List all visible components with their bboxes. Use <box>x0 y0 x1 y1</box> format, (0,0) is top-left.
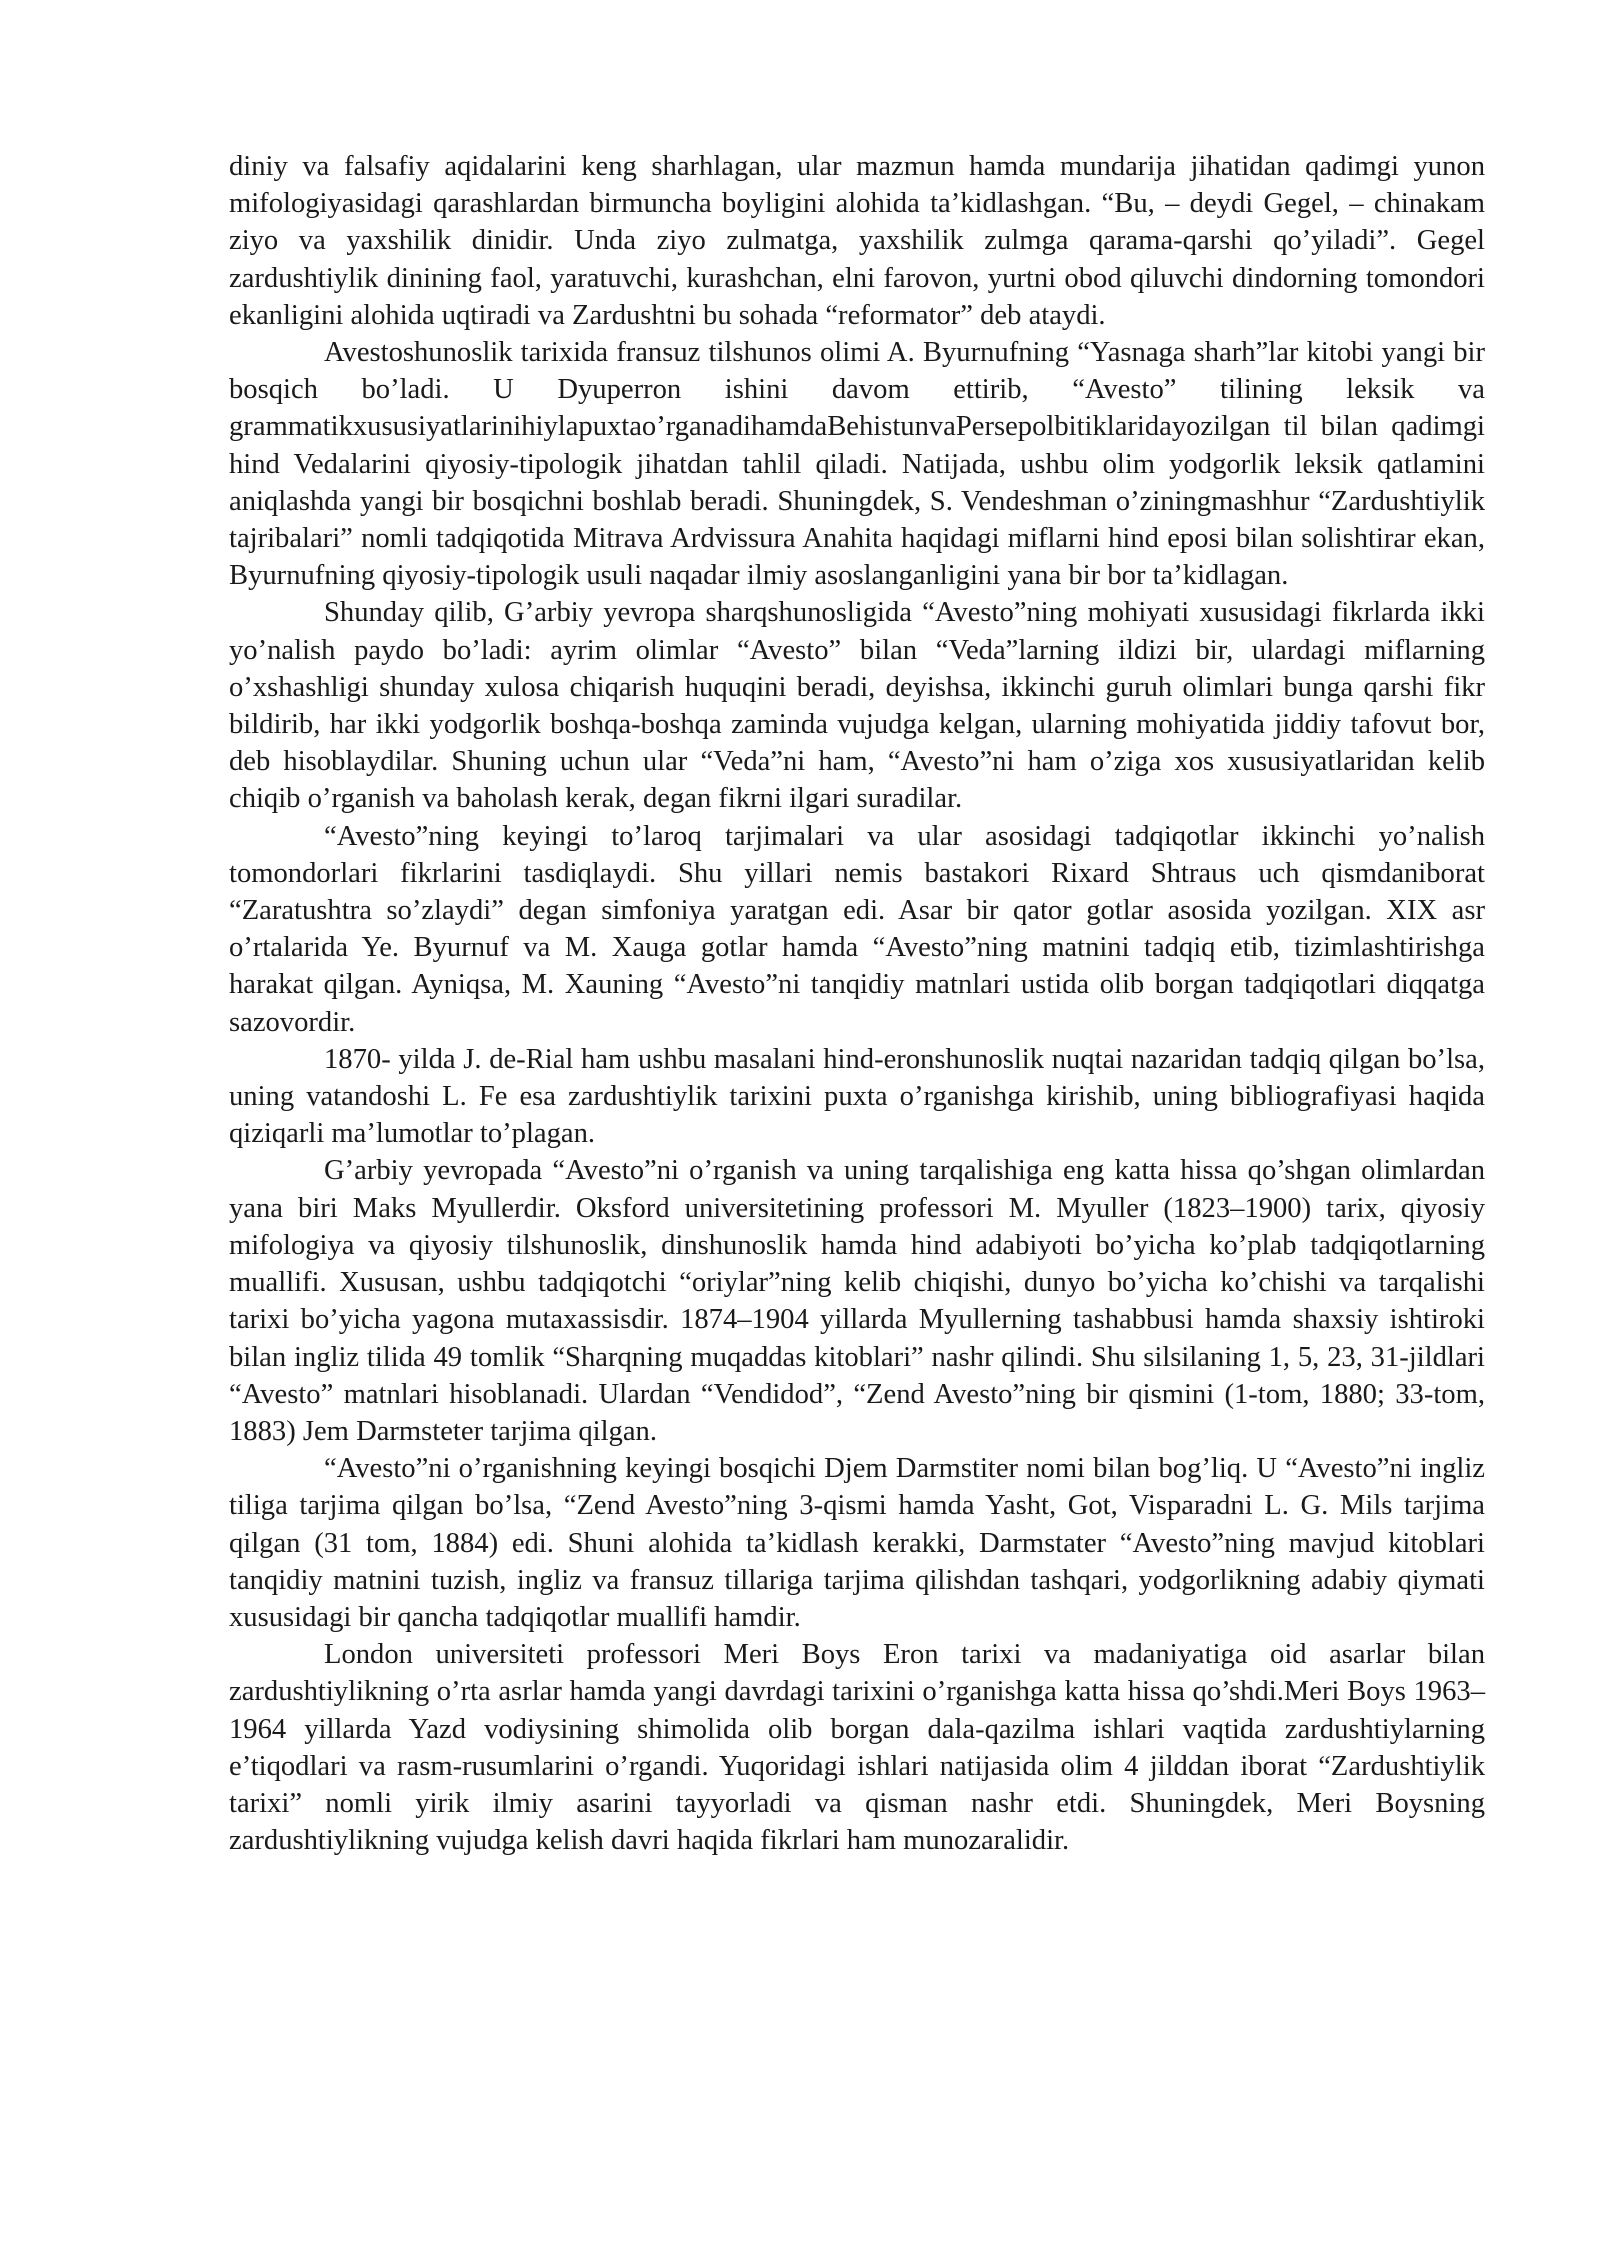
document-page <box>229 148 1485 1859</box>
paragraph-mary-boyce: London universiteti professori Meri Boys Eron tarixi va madaniyatiga oid asarlar bilan zardushtiylikning o’rta asrlar hamda yangi davrdagi tarixini o’rganishga katta hissa qo’shdi.Meri Boys 1963–1964 yillarda Yazd vodiysining shimolida olib borgan dala-qazilma ishlari vaqtida zardushtiylarning e’tiqodlari va rasm-rusumlarini o’rgandi. Yuqoridagi ishlari natijasida olim 4 jilddan iborat “Zardushtiylik tarixi” nomli yirik ilmiy asarini tayyorladi va qisman nashr etdi. Shuningdek, Meri Boysning zardushtiylikning vujudga kelish davri haqida fikrlari ham munozaralidir. <box>229 1639 1485 1857</box>
paragraph-de-rial: 1870- yilda J. de-Rial ham ushbu masalani hind-eronshunoslik nuqtai nazaridan tadqiq qilgan bo’lsa, uning vatandoshi L. Fe esa zardushtiylik tarixini puxta o’rganishga kirishib, uning bibliografiyasi haqida qiziqarli ma’lumotlar to’plagan. <box>229 1043 1485 1150</box>
paragraph-translations: “Avesto”ning keyingi to’laroq tarjimalari va ular asosidagi tadqiqotlar ikkinchi yo’nalish tomondorlari fikrlarini tasdiqlaydi. Shu yillari nemis bastakori Rixard Shtraus uch qismdaniborat “Zaratushtra so’zlaydi” degan simfoniya yaratgan edi. Asar bir qator gotlar asosida yozilgan. XIX asr o’rtalarida Ye. Byurnuf va M. Xauga gotlar hamda “Avesto”ning matnini tadqiq etib, tizimlashtirishga harakat qilgan. Ayniqsa, M. Xauning “Avesto”ni tanqidiy matnlari ustida olib borgan tadqiqotlari diqqatga sazovordir. <box>229 820 1485 1038</box>
paragraph-darmesteter: “Avesto”ni o’rganishning keyingi bosqichi Djem Darmstiter nomi bilan bog’liq. U “Avesto”ni ingliz tiliga tarjima qilgan bo’lsa, “Zend Avesto”ning 3-qismi hamda Yasht, Got, Visparadni L. G. Mils tarjima qilgan (31 tom, 1884) edi. Shuni alohida ta’kidlash kerakki, Darmstater “Avesto”ning mavjud kitoblari tanqidiy matnini tuzish, ingliz va fransuz tillariga tarjima qilishdan tashqari, yodgorlikning adabiy qiymati xususidagi bir qancha tadqiqotlar muallifi hamdir. <box>229 1453 1485 1633</box>
paragraph-two-directions: Shunday qilib, G’arbiy yevropa sharqshunosligida “Avesto”ning mohiyati xususidagi fikrlarda ikki yo’nalish paydo bo’ladi: ayrim olimlar “Avesto” bilan “Veda”larning ildizi bir, ulardagi miflarning o’xshashligi shunday xulosa chiqarish huquqini beradi, deyishsa, ikkinchi guruh olimlari bunga qarshi fikr bildirib, har ikki yodgorlik boshqa-boshqa zaminda vujudga kelgan, ularning mohiyatida jiddiy tafovut bor, deb hisoblaydilar. Shuning uchun ular “Veda”ni ham, “Avesto”ni ham o’ziga xos xususiyatlaridan kelib chiqib o’rganish va baholash kerak, degan fikrni ilgari suradilar. <box>229 597 1485 815</box>
paragraph-burnouf: Avestoshunoslik tarixida fransuz tilshunos olimi A. Byurnufning “Yasnaga sharh”lar kitobi yangi bir bosqich bo’ladi. U Dyuperron ishini davom ettirib, “Avesto” tilining leksik va grammatikxususiyatlarinihiylapuxtao’rganadihamdaBehistunvaPersepolbitiklaridayozilgan til bilan qadimgi hind Vedalarini qiyosiy-tipologik jihatdan tahlil qiladi. Natijada, ushbu olim yodgorlik leksik qatlamini aniqlashda yangi bir bosqichni boshlab beradi. Shuningdek, S. Vendeshman o’ziningmashhur “Zardushtiylik tajribalari” nomli tadqiqotida Mitrava Ardvissura Anahita haqidagi miflarni hind eposi bilan solishtirar ekan, Byurnufning qiyosiy-tipologik usuli naqadar ilmiy asoslanganligini yana bir bor ta’kidlagan. <box>229 337 1485 592</box>
paragraph-max-muller: G’arbiy yevropada “Avesto”ni o’rganish va uning tarqalishiga eng katta hissa qo’shgan olimlardan yana biri Maks Myullerdir. Oksford universitetining professori M. Myuller (1823–1900) tarix, qiyosiy mifologiya va qiyosiy tilshunoslik, dinshunoslik hamda hind adabiyoti bo’yicha ko’plab tadqiqotlarning muallifi. Xususan, ushbu tadqiqotchi “oriylar”ning kelib chiqishi, dunyo bo’yicha ko’chishi va tarqalishi tarixi bo’yicha yagona mutaxassisdir. 1874–1904 yillarda Myullerning tashabbusi hamda shaxsiy ishtiroki bilan ingliz tilida 49 tomlik “Sharqning muqaddas kitoblari” nashr qilindi. Shu silsilaning 1, 5, 23, 31-jildlari “Avesto” matnlari hisoblanadi. Ulardan “Vendidod”, “Zend Avesto”ning bir qismini (1-tom, 1880; 33-tom, 1883) Jem Darmsteter tarjima qilgan. <box>229 1155 1485 1447</box>
paragraph-hegel-zoroastrianism: diniy va falsafiy aqidalarini keng sharhlagan, ular mazmun hamda mundarija jihatidan qadimgi yunon mifologiyasidagi qarashlardan birmuncha boyligini alohida ta’kidlashgan. “Bu, – deydi Gegel, – chinakam ziyo va yaxshilik dinidir. Unda ziyo zulmatga, yaxshilik zulmga qarama-qarshi qo’yiladi”. Gegel zardushtiylik dinining faol, yaratuvchi, kurashchan, elni farovon, yurtni obod qiluvchi dindorning tomondori ekanligini alohida uqtiradi va Zardushtni bu sohada “reformator” deb ataydi. <box>229 151 1485 331</box>
